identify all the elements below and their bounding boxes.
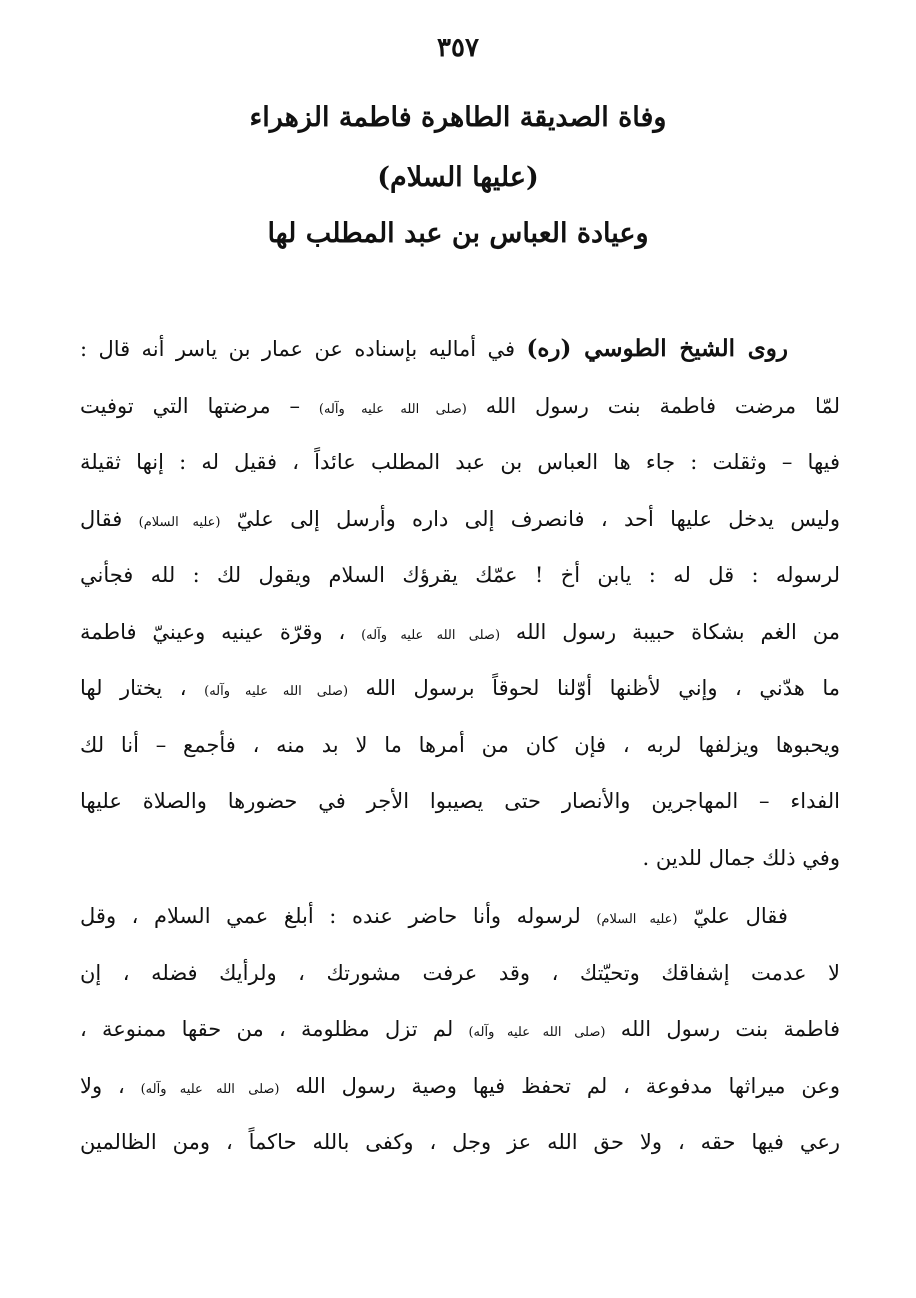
page-number: ٣٥٧ — [437, 33, 479, 63]
paragraph-1-line-9: الفداء – المهاجرين والأنصار حتى يصيبوا الأجر في حضورها والصلاة عليها — [80, 789, 840, 813]
paragraph-1-line-3: فيها – وثقلت : جاء ها العباس بن عبد المطلب عائداً ، فقيل له : إنها ثقيلة — [80, 450, 840, 474]
line-text: فقال عليّ — [693, 904, 788, 928]
paragraph-2-line-5: رعي فيها حقه ، ولا حق الله عز وجل ، وكفى بالله حاكماً ، ومن الظالمين — [80, 1130, 840, 1154]
line-text: من الغم بشكاة حبيبة رسول الله — [515, 619, 840, 644]
paragraph-1-line-2 — [80, 378, 840, 435]
honorific: (صلى الله عليه وآله) — [361, 627, 501, 643]
line-text: لرسوله وأنا حاضر عنده : أبلغ عمي السلام ، وقل — [80, 904, 581, 928]
paragraph-2 — [80, 888, 840, 1171]
line-text: في أماليه بإسناده عن عمار بن ياسر أنه قال : — [80, 337, 516, 361]
paragraph-1-line-6 — [80, 604, 840, 661]
paragraph-1-line-1 — [80, 321, 840, 378]
honorific: (عليه السلام) — [596, 912, 678, 927]
paragraph-1-line-7 — [80, 660, 840, 717]
line-text: وعن ميراثها مدفوعة ، لم تحفظ فيها وصية رسول الله — [295, 1073, 840, 1098]
honorific: (صلى الله عليه وآله) — [140, 1081, 280, 1097]
line-text: ، وقرّة عينيه وعينيّ فاطمة — [80, 619, 346, 644]
line-text: وليس يدخل عليها أحد ، فانصرف إلى داره وأرسل إلى عليّ — [236, 506, 840, 531]
paragraph-1 — [80, 321, 840, 886]
line-text: ، ولا — [80, 1073, 125, 1098]
paragraph-2-line-2: لا عدمت إشفاقك وتحيّتك ، وقد عرفت مشورتك ، ولرأيك فضله ، إن — [80, 960, 840, 985]
chapter-title-line-3: وعيادة العباس بن عبد المطلب لها — [267, 218, 649, 249]
paragraph-2-line-3 — [80, 1001, 840, 1058]
line-text: ، يختار لها — [80, 676, 187, 700]
paragraph-1-line-10: وفي ذلك جمال للدين . — [642, 845, 840, 870]
line-text: – مرضتها التي توفيت — [80, 393, 300, 418]
paragraph-1-line-4 — [80, 491, 840, 548]
chapter-title-line-1: وفاة الصديقة الطاهرة فاطمة الزهراء — [249, 102, 667, 133]
line-text: لمّا مرضت فاطمة بنت رسول الله — [485, 393, 840, 418]
paragraph-1-line-8: ويحبوها ويزلفها لربه ، فإن كان من أمرها ما لا بد منه ، فأجمع – أنا لك — [80, 732, 840, 757]
honorific: (صلى الله عليه وآله) — [318, 401, 467, 417]
paragraph-2-line-1 — [80, 888, 840, 945]
honorific: (صلى الله عليه وآله) — [204, 684, 349, 699]
line-text: فاطمة بنت رسول الله — [620, 1017, 840, 1041]
honorific: (عليه السلام) — [138, 514, 221, 530]
chapter-title-line-2: (عليها السلام) — [377, 162, 539, 193]
honorific: (صلى الله عليه وآله) — [468, 1025, 606, 1040]
paragraph-1-line-5: لرسوله : قل له : يابن أخ ! عمّك يقرؤك السلام ويقول لك : لله فجأني — [80, 563, 840, 587]
line-text: فقال — [80, 506, 123, 531]
line-text: لم تزل مظلومة ، من حقها ممنوعة ، — [80, 1017, 454, 1041]
paragraph-2-line-4 — [80, 1058, 840, 1115]
narrator-lead: روى الشيخ الطوسي (ره) — [526, 335, 788, 362]
line-text: ما هدّني ، وإني لأظنها أوّلنا لحوقاً برسول الله — [365, 676, 840, 700]
